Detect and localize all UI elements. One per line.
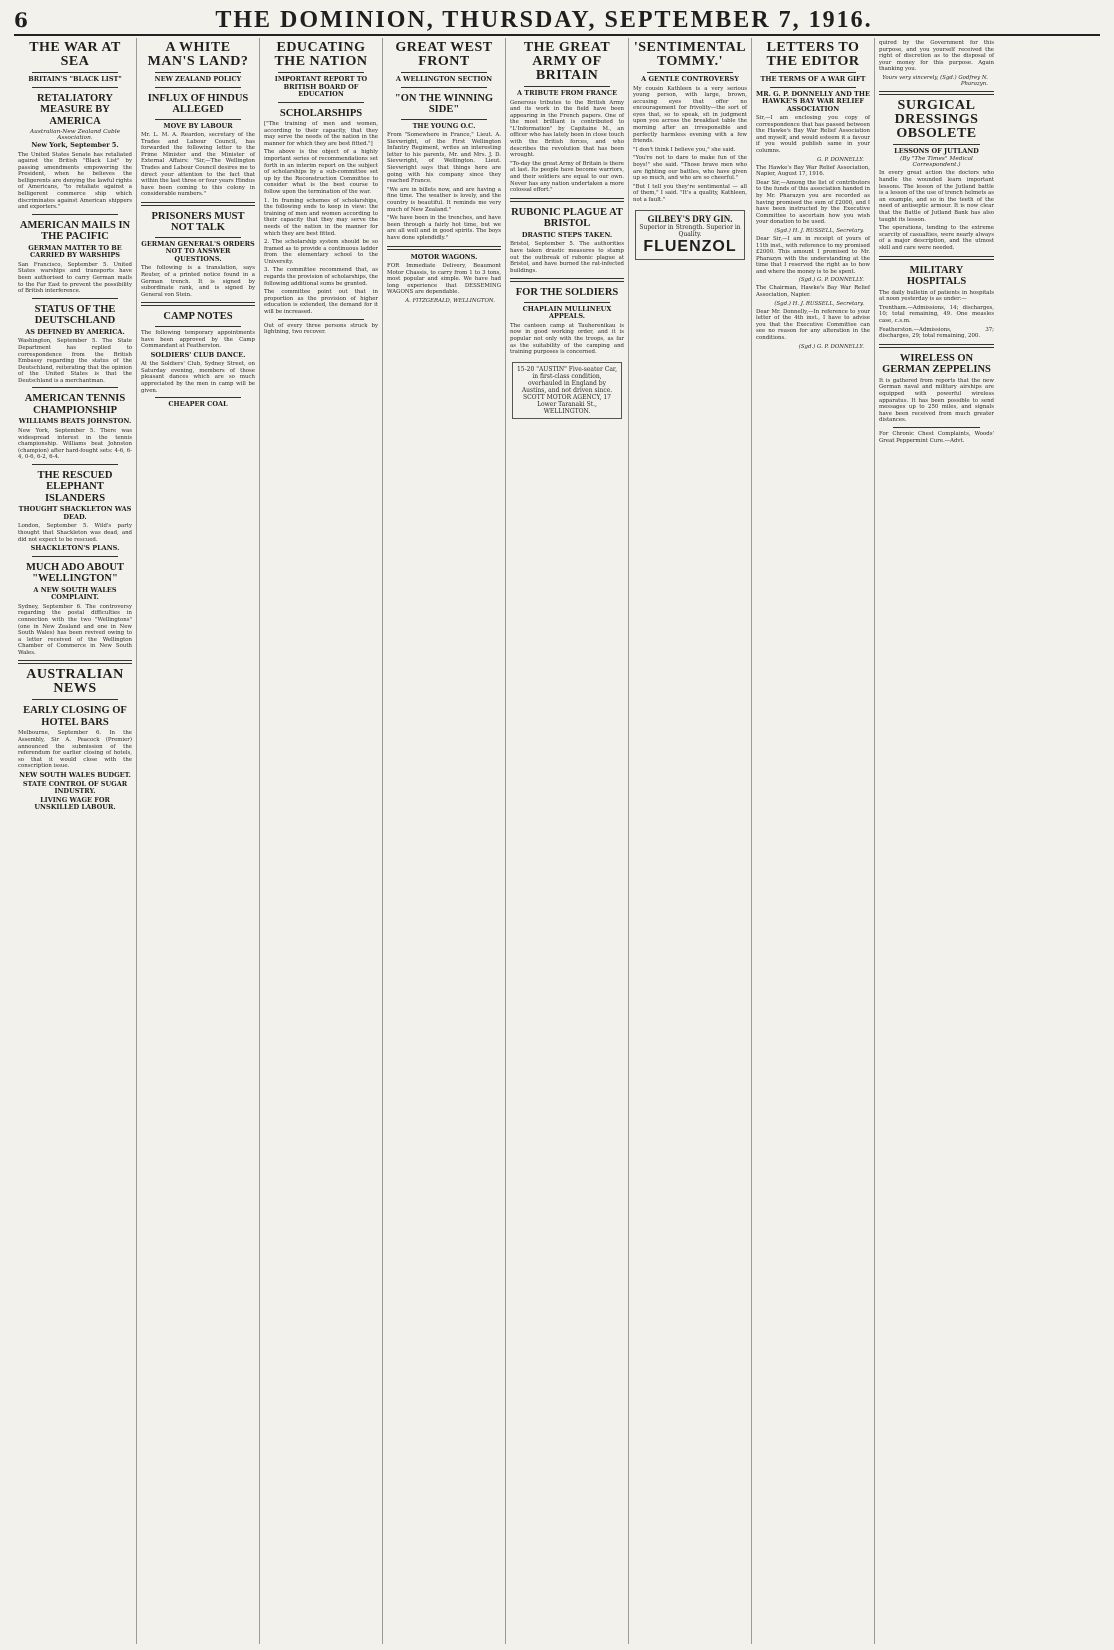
subhead: CHAPLAIN MULLINEUX APPEALS.	[522, 304, 612, 321]
credit: (By "The Times" Medical Correspondent.)	[900, 156, 973, 169]
headline: MILITARY HOSPITALS	[906, 264, 967, 288]
subhead: AMERICAN TENNIS CHAMPIONSHIP	[24, 393, 126, 416]
subhead: WILLIAMS BEATS JOHNSTON.	[18, 417, 132, 426]
column-5	[506, 38, 629, 1644]
subhead: "ON THE WINNING SIDE"	[394, 92, 494, 115]
subhead: A TRIBUTE FROM FRANCE	[516, 89, 618, 97]
letter-text: Dear Sir,—Among the list of contributors to the funds of this association handed in by Mr. Pharazyn you are recorded as having promised the sum of £2000, and I have been instructed by the Executive Committee to ascertain how you wish your donation to be used.	[756, 179, 870, 226]
advertisement-title: GILBEY'S DRY GIN.	[647, 213, 733, 224]
article-text: The committee point out that in proportion as the provision of higher education is extended, the demand for it will be increased.	[264, 289, 378, 316]
subhead: A NEW SOUTH WALES COMPLAINT.	[33, 585, 117, 602]
subhead: IMPORTANT REPORT TO BRITISH BOARD OF EDUCATION	[274, 75, 368, 98]
letter-text: Dear Sir,—I am in receipt of yours of 11th inst., with reference to my promised £2000. This amount I promised to Mr. Pharazyn with the understanding at the time that I reserved the right as to how and where the money is to be spent.	[756, 235, 870, 275]
advertisement-text: 15-20 "AUSTIN" Five-seater Car, in first-class condition, overhauled in England by Austins, and not driven since.	[516, 365, 618, 394]
letter-text: Dear Mr. Donnelly,—In reference to your letter of the 4th inst., I have to advise you that the Executive Committee can see no reason for any alteration in the conditions.	[756, 308, 870, 342]
article-text: Trentham.—Admissions, 14; discharges, 10; total remaining, 49. One measles case, c.s.m.	[879, 304, 994, 324]
headline: THE WAR AT SEA	[29, 40, 121, 69]
subhead: MUCH ADO ABOUT "WELLINGTON"	[25, 561, 124, 585]
letter-text: The Hawke's Bay War Relief Association, Napier, August 17, 1916.	[756, 164, 870, 178]
article-text: 3. The committee recommend that, as regards the provision of scholarships, the following additional sums be granted.	[264, 267, 378, 287]
article-text: "But I tell you they're sentimental — all of them," I said. "It's a quality, Kathleen, not a fault."	[633, 183, 747, 203]
columns	[14, 38, 1100, 1644]
article-text: Mr. L. M. A. Reardon, secretary of the Trades and Labour Council, has forwarded the following letter to the Prime Minister and the Minister of External Affairs: "Sir,—The Wellington Trades and Labour Council desires me to direct your attention to the fact that within the last three or four years Hindus have been coming to this colony in considerable numbers."	[141, 132, 255, 198]
article-text: The operations, tending to the extreme scarcity of casualties, were nearly always of a major description, and the utmost skill and care were needed.	[879, 225, 994, 251]
column-2	[137, 38, 260, 1644]
article-text: Bristol, September 5. The authorities have taken drastic measures to stamp out the outbreak of rubonic plague at Bristol, and have burned the rat-infected buildings.	[510, 241, 624, 274]
column-4	[383, 38, 506, 1644]
column-3	[260, 38, 383, 1644]
subhead: LESSONS OF JUTLAND	[894, 146, 979, 155]
subhead: MOVE BY LABOUR	[163, 121, 233, 130]
article-text: 2. The scholarship system should be so framed as to provide a continuous ladder from the elementary school to the University.	[264, 239, 378, 265]
column-6	[629, 38, 752, 1644]
signature: (Sgd.) G. P. DONNELLY.	[798, 343, 864, 350]
article-text: London, September 5. Wild's party thought that Shackleton was dead, and did not expect to be rescued.	[18, 523, 132, 543]
subhead: THE TERMS OF A WAR GIFT	[760, 75, 866, 83]
article-text: "I don't think I believe you," she said.	[633, 146, 736, 153]
signature: G. P. DONNELLY.	[816, 156, 864, 163]
subhead: NEW SOUTH WALES BUDGET.	[19, 771, 131, 780]
article-text: The following is a translation, says Reuter, of a printed notice found in a German trench. It is signed by subordinate rank, and is signed by General von Stein.	[141, 265, 255, 298]
advertisement	[512, 362, 622, 419]
subhead: LIVING WAGE FOR UNSKILLED LABOUR.	[34, 795, 116, 812]
letter-text: Sir,—I am enclosing you copy of correspondence that has passed between the Hawke's Bay War Relief Association and myself, and would esteem it a favour if you would publish same in your columns.	[756, 115, 870, 154]
signature: (Sgd.) G. P. DONNELLY.	[798, 277, 864, 284]
article-text: Washington, September 5. The State Department has replied to correspondence from the British Embassy regarding the status of the Deutschland, reiterating that the opinion of the United States is that the Deutschland is a merchantman.	[18, 338, 132, 384]
article-text: 1. In framing schemes of scholarships, the following ends to keep in view: the training of men and women according to their capacity that they may serve the needs of the nation in the manner for which they are best fitted.	[264, 197, 378, 237]
subhead: AS DEFINED BY AMERICA.	[25, 327, 125, 336]
article-text: "To-day the great Army of Britain is there at last. Its people have become warriors, and their soldiers are equal to our own. Never has any nation undertaken a more colossal effort."	[510, 160, 624, 194]
subhead: A GENTLE CONTROVERSY	[641, 75, 739, 83]
subhead: PRISONERS MUST NOT TALK	[151, 210, 245, 234]
article-text: Melbourne, September 6. In the Assembly, Sir A. Peacock (Premier) announced the submission of the referendum for earlier closing of hotels, so that it would close with the conscription issue.	[18, 730, 132, 770]
article-text: From "Somewhere in France," Lieut. A. Sievwright, of the First Wellington Infantry Regiment, writes an interesting letter to his parents, Mr. and Mrs. J. D. Sievwright, of Wellington. Lieut. Sievwright says that things here are going with his company since they reached France.	[387, 132, 501, 185]
article-text: It is gathered from reports that the new German naval and military airships are equipped with powerful wireless apparatus. It has been possible to send messages up to 250 miles, and signals have been received from much greater distances.	[879, 377, 994, 424]
article-text: My cousin Kathleen is a very serious young person, with large, brown, accusing eyes that offer no encouragement for frivolity—the sort of eyes that, so to speak, sit in judgment upon you across the breakfast table the morning after an irresponsible and perfectly harmless evening with a few friends.	[633, 85, 747, 145]
advertisement-brand: FLUENZOL	[643, 237, 737, 255]
subhead: SOLDIERS' CLUB DANCE.	[150, 350, 246, 359]
subhead: THOUGHT SHACKLETON WAS DEAD.	[18, 505, 132, 521]
headline: AUSTRALIAN NEWS	[26, 667, 124, 697]
headline: 'SENTIMENTAL TOMMY.'	[633, 40, 747, 69]
subhead: NEW ZEALAND POLICY	[154, 75, 242, 83]
subhead: EARLY CLOSING OF HOTEL BARS	[23, 705, 127, 728]
subhead: THE RESCUED ELEPHANT ISLANDERS	[37, 469, 113, 504]
article-text: Out of every three persons struck by lightning, two recover.	[264, 322, 378, 336]
column-7	[752, 38, 875, 1644]
article-text: New York, September 5. There was widespread interest in the tennis championship. Williams beat Johnston (champion) after hard-fought sets: 4-6, 6-4, 0-6, 6-2, 6-4.	[18, 427, 132, 461]
dateline: New York, September 5.	[31, 141, 119, 149]
subhead: RETALIATORY MEASURE BY AMERICA	[36, 92, 114, 127]
advertisement-address: SCOTT MOTOR AGENCY, 17 Lower Taranaki St., WELLINGTON.	[522, 393, 612, 415]
headline: LETTERS TO THE EDITOR	[766, 40, 860, 69]
article-text: San Francisco, September 5. United States warships and transports have been authorised to carry German mails to the Far East to prevent the possibility of British interference.	[18, 261, 132, 295]
article-text: The following temporary appointments have been approved by the Camp Commandant at Featherston.	[141, 329, 255, 350]
headline: A WHITE MAN'S LAND?	[147, 40, 249, 69]
subhead: GERMAN GENERAL'S ORDERS NOT TO ANSWER QUESTIONS.	[141, 239, 255, 263]
subhead: FOR THE SOLDIERS	[515, 287, 619, 299]
subhead: SCHOLARSHIPS	[279, 107, 363, 119]
subhead: RUBONIC PLAGUE AT BRISTOL	[511, 206, 623, 230]
signature: (Sgd.) H. J. RUSSELL, Secretary.	[774, 227, 864, 234]
advertisement-text: For Chronic Chest Complaints, Woods' Great Peppermint Cure.—Advt.	[879, 430, 994, 444]
credit: Australian-New Zealand Cable Association.	[29, 129, 120, 141]
advertisement	[635, 210, 745, 260]
subhead: STATUS OF THE DEUTSCHLAND	[34, 303, 116, 327]
subhead: SHACKLETON'S PLANS.	[30, 544, 120, 553]
subhead: MOTOR WAGONS.	[410, 252, 478, 261]
advertisement-text: Superior in Strength. Superior in Quality.	[639, 223, 741, 238]
letter-text: quired by the Government for this purpose, and you yourself received the right of discretion as to the disposal of your money for this purpose. Again thanking you.	[879, 40, 994, 73]
subhead: CHEAPER COAL	[168, 400, 228, 409]
article-text: The daily bulletin of patients in hospitals at noon yesterday is as under:—	[879, 289, 994, 303]
article-text: Featherston.—Admissions, 37; discharges, 29; total remaining, 200.	[879, 326, 994, 340]
paper-title: THE DOMINION, THURSDAY, SEPTEMBER 7, 1916.	[215, 6, 873, 33]
article-text: Generous tributes to the British Army and its work in the field have been appearing in the French papers. One of the most brilliant is contributed to "L'Information" by Capitaine M., an officer who has lately been in close touch with the British forces, and who describes the revolution that has been wrought.	[510, 99, 624, 159]
subhead: DRASTIC STEPS TAKEN.	[521, 230, 613, 239]
article-text: Sydney, September 6. The controversy regarding the postal difficulties in connection with the two "Wellingtons" (one in New Zealand and one in New South Wales) has been revived owing to a letter received of the Wellington Chamber of Commerce in New South Wales.	[18, 603, 132, 656]
subhead: A WELLINGTON SECTION	[395, 75, 493, 83]
masthead	[14, 6, 1100, 36]
headline: WIRELESS ON GERMAN ZEPPELINS	[882, 352, 991, 376]
headline: EDUCATING THE NATION	[274, 40, 368, 69]
article-text: The above is the object of a highly important series of recommendations set forth in an interim report on the subject of scholarships by a sub-committee set up by the Reconstruction Committee to consider what is the best course to follow upon the termination of the war.	[264, 149, 378, 195]
signature: (Sgd.) H. J. RUSSELL, Secretary.	[774, 300, 864, 307]
article-text: "We have been in the trenches, and have been through a fairly hot time, but we are all well and in good spirits. The boys have done splendidly."	[387, 215, 501, 241]
headline: GREAT WEST FRONT	[395, 40, 493, 69]
signature: A. FITZGERALD, WELLINGTON.	[405, 297, 495, 304]
subhead: THE YOUNG O.C.	[412, 121, 476, 130]
subhead: MR. G. P. DONNELLY AND THE HAWKE'S BAY WAR RELIEF ASSOCIATION	[756, 89, 870, 113]
subhead: CAMP NOTES	[163, 311, 233, 323]
article-text: ["The training of men and women, according to their capacity, that they may serve the needs of the nation in the manner for which they are best fitted."]	[264, 121, 378, 147]
headline: SURGICAL DRESSINGS OBSOLETE	[894, 97, 979, 141]
signature: Yours very sincerely, (Sgd.) Godfrey N. Pharazyn.	[882, 74, 988, 87]
article-text: In every great action the doctors who handle the wounded learn important lessons. The lesson of the Jutland battle is a lesson of the use of trench helmets as an example, and so in the teeth of the need of antiseptic armour. It is now clear that the Battle of Jutland Bank has also taught its lesson.	[879, 170, 994, 223]
page-number: 6	[14, 8, 28, 32]
article-text: The canteen camp at Tauherenikau is now in good working order, and it is popular not only with the troops, as far as the suitability of the camping and training purposes is concerned.	[510, 322, 624, 356]
subhead: INFLUX OF HINDUS ALLEGED	[147, 92, 249, 115]
advertisement-text: FOR Immediate Delivery, Beaumont Motor Chassis, to carry from 1 to 3 tons, most popular and simple. We have had long experience that DESSEMING WAGONS are dependable.	[387, 263, 501, 296]
column-1	[14, 38, 137, 1644]
subhead: STATE CONTROL OF SUGAR INDUSTRY.	[22, 779, 128, 796]
subhead: AMERICAN MAILS IN THE PACIFIC	[19, 219, 131, 243]
column-8	[875, 38, 998, 1644]
article-text: "We are in billets now, and are having a fine time. The weather is lovely, and the country is beautiful. It reminds me very much of New Zealand."	[387, 186, 501, 213]
subhead: GERMAN MATTER TO BE CARRIED BY WARSHIPS	[28, 243, 122, 260]
headline: THE GREAT ARMY OF BRITAIN	[523, 40, 611, 83]
subhead: BRITAIN'S "BLACK LIST"	[28, 75, 122, 83]
article-text: "You're not to dare to make fun of the boys!" she said. "Those brave men who are fighting our battles, who have given up so much, and who are so cheerful."	[633, 155, 747, 182]
letter-text: The Chairman, Hawke's Bay War Relief Association, Napier.	[756, 285, 870, 299]
article-text: The United States Senate has retaliated against the British "Black List" by passing amendments empowering the President, when he believes the belligerents are denying the lawful rights of Americans, "to retaliate against a belligerent commerce ship which discriminates against American shippers and exporters."	[18, 151, 132, 211]
article-text: At the Soldiers' Club, Sydney Street, on Saturday evening, members of those pleasant dances which are so much appreciated by the men in camp will be given.	[141, 361, 255, 394]
